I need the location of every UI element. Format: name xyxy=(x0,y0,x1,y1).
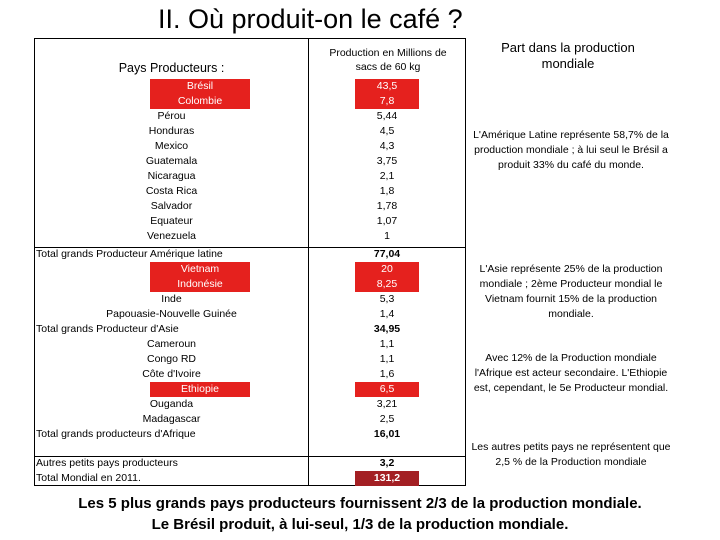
header-countries: Pays Producteurs : xyxy=(118,61,225,75)
country-name: Costa Rica xyxy=(145,185,198,197)
production-value: 1,78 xyxy=(376,200,398,212)
production-value: 1,1 xyxy=(379,353,395,365)
total-value: 34,95 xyxy=(373,323,401,335)
country-name: Colombie xyxy=(150,94,250,109)
country-name: Mexico xyxy=(154,140,189,152)
country-name: Congo RD xyxy=(146,353,197,365)
note-asia: L'Asie représente 25% de la production mondiale ; 2ème Producteur mondial le Vietnam fournit 15% de la production mondiale. xyxy=(479,263,663,320)
production-value: 1,4 xyxy=(379,308,395,320)
production-value: 5,44 xyxy=(376,110,398,122)
production-value: 3,21 xyxy=(376,398,398,410)
country-name: Vietnam xyxy=(150,262,250,277)
country-name: Côte d'Ivoire xyxy=(142,368,201,380)
country-name: Nicaragua xyxy=(147,170,196,182)
note-latin-america: L'Amérique Latine représente 58,7% de la production mondiale ; à lui seul le Brésil a produit 33% du café du monde. xyxy=(473,129,669,171)
production-value: 7,8 xyxy=(355,94,419,109)
country-name: Ethiopie xyxy=(150,382,250,397)
header-production: Production en Millions de sacs de 60 kg xyxy=(329,47,447,73)
country-name: Venezuela xyxy=(146,230,197,242)
total-row-label: Total grands Producteur d'Asie xyxy=(36,323,179,335)
header-share: Part dans la production mondiale xyxy=(501,40,635,71)
note-africa: Avec 12% de la Production mondiale l'Afrique est acteur secondaire. L'Ethiopie est, cependant, le 5e Producteur mondial. xyxy=(473,352,669,394)
production-value: 1,07 xyxy=(376,215,398,227)
total-row-label: Total grands Producteur Amérique latine xyxy=(36,248,223,260)
total-row-label: Autres petits pays producteurs xyxy=(36,457,178,469)
country-name: Honduras xyxy=(148,125,195,137)
note-others: Les autres petits pays ne représentent que 2,5 % de la Production mondiale xyxy=(471,441,671,468)
country-name: Cameroun xyxy=(146,338,197,350)
total-value: 77,04 xyxy=(373,248,401,260)
country-name: Equateur xyxy=(150,215,193,227)
production-value: 1,8 xyxy=(379,185,395,197)
country-name: Guatemala xyxy=(145,155,198,167)
country-name: Salvador xyxy=(150,200,193,212)
footer-line-1: Les 5 plus grands pays producteurs fournissent 2/3 de la production mondiale. xyxy=(78,495,642,512)
slide-title: II. Où produit-on le café ? xyxy=(158,4,463,34)
total-row-label: Total Mondial en 2011. xyxy=(36,472,141,484)
production-value: 3,75 xyxy=(376,155,398,167)
production-value: 8,25 xyxy=(355,277,419,292)
production-value: 4,3 xyxy=(379,140,395,152)
production-value: 4,5 xyxy=(379,125,395,137)
country-name: Indonésie xyxy=(150,277,250,292)
production-value: 1 xyxy=(384,230,390,242)
production-value: 1,6 xyxy=(379,368,395,380)
country-name: Inde xyxy=(161,293,182,305)
production-value: 2,5 xyxy=(379,413,395,425)
footer-line-2: Le Brésil produit, à lui-seul, 1/3 de la production mondiale. xyxy=(151,516,569,533)
country-name: Brésil xyxy=(150,79,250,94)
production-value: 2,1 xyxy=(379,170,395,182)
total-value: 131,2 xyxy=(355,471,419,486)
total-row-label: Total grands producteurs d'Afrique xyxy=(36,428,196,440)
country-name: Pérou xyxy=(157,110,186,122)
total-value: 3,2 xyxy=(379,457,395,469)
production-value: 20 xyxy=(355,262,419,277)
country-name: Madagascar xyxy=(142,413,201,425)
production-value: 1,1 xyxy=(379,338,395,350)
country-name: Ouganda xyxy=(149,398,194,410)
production-value: 5,3 xyxy=(379,293,395,305)
production-value: 43,5 xyxy=(355,79,419,94)
country-name: Papouasie-Nouvelle Guinée xyxy=(106,308,237,320)
total-value: 16,01 xyxy=(373,428,401,440)
production-value: 6,5 xyxy=(355,382,419,397)
